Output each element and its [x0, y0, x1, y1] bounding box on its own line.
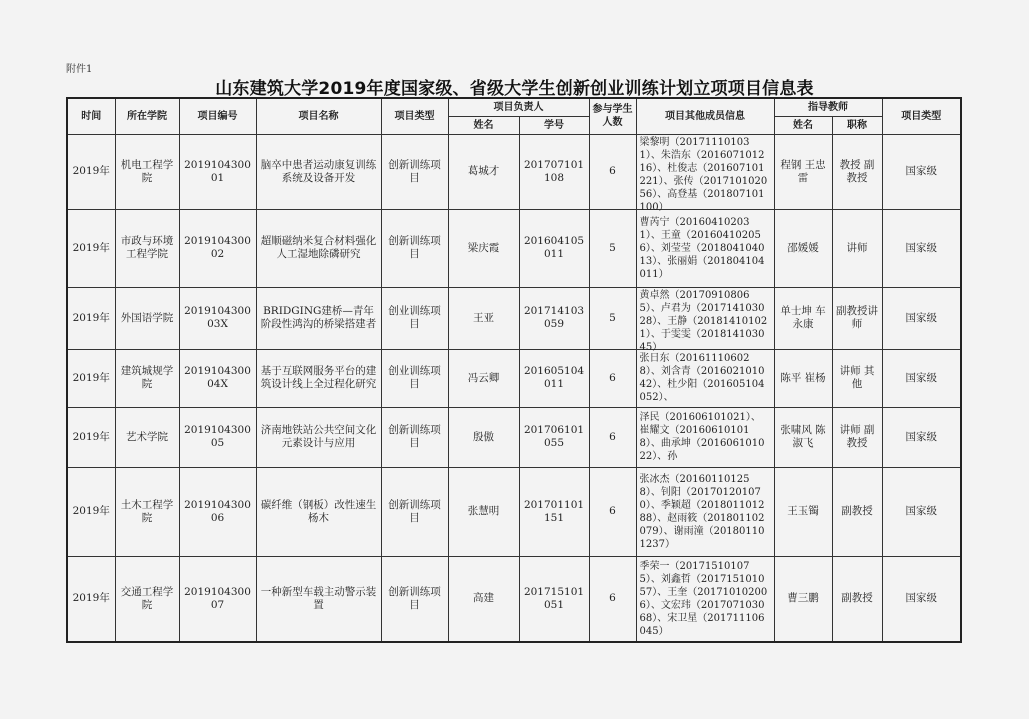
cell-time: 2019年 — [67, 134, 115, 209]
cell-advisor-title: 副教授讲师 — [832, 287, 882, 349]
members-text: 梁黎明（201711101031）、朱浩东（201607101216）、杜俊志（201607101221）、张传（201710102056）、高登基（201807101100） — [639, 137, 768, 213]
cell-level: 国家级 — [882, 209, 961, 287]
cell-members — [636, 287, 774, 353]
members-text: 季荣一（201715101075）、刘鑫哲（201715101057）、王奎（201710102006）、文宏玮（201707103068）、宋卫星（201711106045） — [639, 560, 768, 637]
cell-advisor-name: 邵媛媛 — [774, 209, 832, 287]
cell-leader-id: 201605104011 — [519, 349, 589, 407]
table-row — [67, 407, 961, 467]
header-leader-name: 姓名 — [448, 116, 519, 134]
cell-level: 国家级 — [882, 134, 961, 209]
cell-advisor-title: 讲师 副教授 — [832, 407, 882, 467]
members-text: 泽民（201606101021）、崔耀文（201606101018）、曲承坤（201606101022）、孙 — [639, 412, 765, 462]
cell-participants: 6 — [589, 467, 636, 556]
cell-level: 国家级 — [882, 349, 961, 407]
cell-participants: 6 — [589, 349, 636, 407]
cell-leader-id: 201701101151 — [519, 467, 589, 556]
cell-project-no: 201910430004X — [179, 349, 256, 407]
cell-college: 土木工程学院 — [115, 467, 179, 556]
header-project-type: 项目类型 — [381, 98, 448, 134]
cell-project-no: 201910430007 — [179, 556, 256, 642]
cell-project-name: 碳纤维（钢板）改性速生杨木 — [256, 467, 381, 556]
cell-members — [636, 407, 774, 467]
project-table — [66, 97, 962, 643]
header-advisor-group: 指导教师 — [774, 98, 882, 116]
cell-project-name: 济南地铁站公共空间文化元素设计与应用 — [256, 407, 381, 467]
cell-college: 交通工程学院 — [115, 556, 179, 642]
cell-level: 国家级 — [882, 407, 961, 467]
cell-leader-name: 冯云卿 — [448, 349, 519, 407]
cell-project-type: 创新训练项目 — [381, 209, 448, 287]
cell-participants: 5 — [589, 287, 636, 349]
cell-advisor-name: 陈平 崔杨 — [774, 349, 832, 407]
cell-college: 市政与环境工程学院 — [115, 209, 179, 287]
header-members: 项目其他成员信息 — [636, 98, 774, 134]
cell-time: 2019年 — [67, 209, 115, 287]
table-row — [67, 556, 961, 642]
cell-level: 国家级 — [882, 467, 961, 556]
cell-time: 2019年 — [67, 407, 115, 467]
cell-advisor-title: 讲师 其他 — [832, 349, 882, 407]
cell-project-no: 201910430003X — [179, 287, 256, 349]
header-leader-id: 学号 — [519, 116, 589, 134]
cell-project-no: 201910430001 — [179, 134, 256, 209]
cell-project-no: 201910430002 — [179, 209, 256, 287]
cell-leader-id: 201604105011 — [519, 209, 589, 287]
members-text: 曹芮宁（201604102031）、王童（201604102056）、刘莹莹（201804104013）、张丽娟（201804104011） — [639, 216, 765, 280]
cell-project-name: BRIDGING建桥—青年阶段性鸿沟的桥梁搭建者 — [256, 287, 381, 349]
cell-advisor-name: 单士坤 车永康 — [774, 287, 832, 349]
header-level: 项目类型 — [882, 98, 961, 134]
cell-level: 国家级 — [882, 556, 961, 642]
cell-level: 国家级 — [882, 287, 961, 349]
cell-project-name: 基于互联网服务平台的建筑设计线上全过程化研究 — [256, 349, 381, 407]
cell-leader-name: 殷傲 — [448, 407, 519, 467]
cell-advisor-name: 曹三鹏 — [774, 556, 832, 642]
cell-participants: 6 — [589, 556, 636, 642]
table-row — [67, 467, 961, 556]
cell-participants: 5 — [589, 209, 636, 287]
cell-college: 艺术学院 — [115, 407, 179, 467]
cell-advisor-title: 副教授 — [832, 556, 882, 642]
cell-time: 2019年 — [67, 287, 115, 349]
members-text: 张冰杰（201601101258）、钊阳（201701201070）、季颖超（201801101288）、赵雨筱（201801102079）、谢雨潼（201801101237） — [639, 473, 765, 550]
header-project-no: 项目编号 — [179, 98, 256, 134]
header-project-name: 项目名称 — [256, 98, 381, 134]
page-title: 山东建筑大学2019年度国家级、省级大学生创新创业训练计划立项项目信息表 — [215, 79, 814, 99]
cell-leader-id: 201707101108 — [519, 134, 589, 209]
cell-advisor-name: 张啸风 陈淑飞 — [774, 407, 832, 467]
cell-members — [636, 467, 774, 556]
cell-project-type: 创新训练项目 — [381, 407, 448, 467]
cell-project-type: 创业训练项目 — [381, 287, 448, 349]
cell-participants: 6 — [589, 407, 636, 467]
cell-advisor-name: 程钢 王忠雷 — [774, 134, 832, 209]
cell-college: 外国语学院 — [115, 287, 179, 349]
table-row — [67, 134, 961, 209]
cell-project-no: 201910430005 — [179, 407, 256, 467]
annex-label: 附件1 — [66, 64, 93, 75]
cell-project-type: 创新训练项目 — [381, 467, 448, 556]
cell-project-name: 一种新型车载主动警示装置 — [256, 556, 381, 642]
cell-advisor-title: 教授 副教授 — [832, 134, 882, 209]
cell-leader-id: 201706101055 — [519, 407, 589, 467]
cell-time: 2019年 — [67, 349, 115, 407]
cell-leader-name: 梁庆霞 — [448, 209, 519, 287]
header-college: 所在学院 — [115, 98, 179, 134]
cell-project-type: 创业训练项目 — [381, 349, 448, 407]
cell-members — [636, 349, 774, 407]
cell-project-type: 创新训练项目 — [381, 556, 448, 642]
cell-project-name: 脑卒中患者运动康复训练系统及设备开发 — [256, 134, 381, 209]
cell-leader-name: 王亚 — [448, 287, 519, 349]
cell-project-type: 创新训练项目 — [381, 134, 448, 209]
cell-college: 建筑城规学院 — [115, 349, 179, 407]
cell-leader-name: 高建 — [448, 556, 519, 642]
cell-advisor-name: 王玉镯 — [774, 467, 832, 556]
cell-advisor-title: 副教授 — [832, 467, 882, 556]
cell-leader-name: 葛城才 — [448, 134, 519, 209]
cell-project-name: 超顺磁纳米复合材料强化人工湿地除磷研究 — [256, 209, 381, 287]
cell-time: 2019年 — [67, 467, 115, 556]
cell-members — [636, 134, 774, 213]
table-row — [67, 209, 961, 287]
members-text: 张日东（201611106028）、刘含青（201602101042）、杜少阳（201605104052）、 — [639, 353, 765, 403]
table-row — [67, 287, 961, 349]
cell-college: 机电工程学院 — [115, 134, 179, 209]
header-participants: 参与学生人数 — [589, 98, 636, 134]
cell-leader-id: 201715101051 — [519, 556, 589, 642]
header-time: 时间 — [67, 98, 115, 134]
cell-advisor-title: 讲师 — [832, 209, 882, 287]
cell-leader-id: 201714103059 — [519, 287, 589, 349]
cell-project-no: 201910430006 — [179, 467, 256, 556]
cell-participants: 6 — [589, 134, 636, 209]
table-row — [67, 349, 961, 407]
header-advisor-title: 职称 — [832, 116, 882, 134]
cell-members — [636, 209, 774, 287]
header-leader-group: 项目负责人 — [448, 98, 589, 116]
members-text: 黄卓然（201709108065）、卢君为（201714103028）、王静（201814101021）、于雯雯（201814103045） — [639, 290, 768, 353]
cell-leader-name: 张慧明 — [448, 467, 519, 556]
header-advisor-name: 姓名 — [774, 116, 832, 134]
cell-time: 2019年 — [67, 556, 115, 642]
cell-members — [636, 556, 774, 642]
